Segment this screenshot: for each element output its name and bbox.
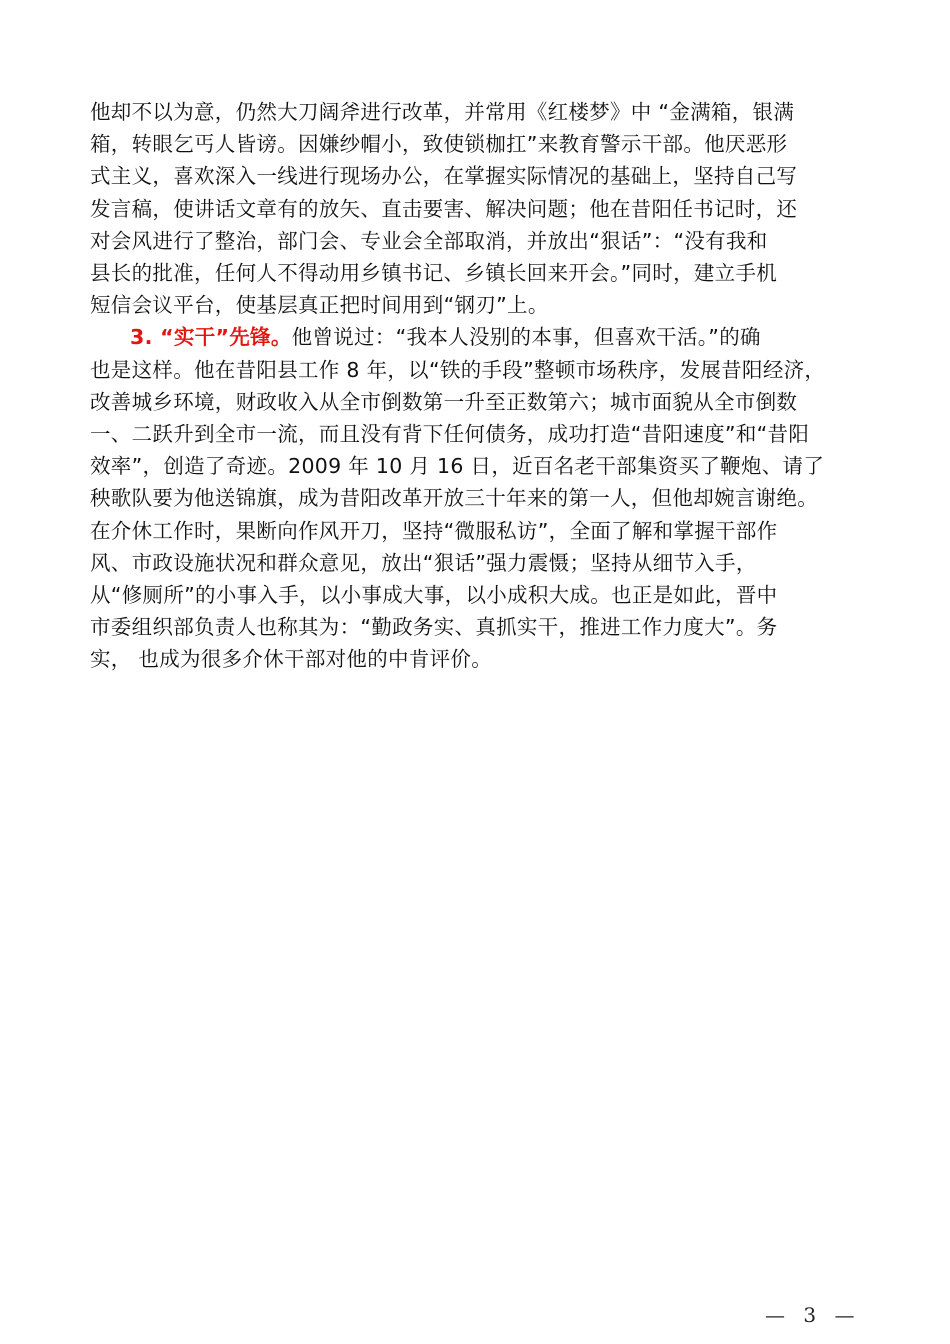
text-line: 式主义，喜欢深入一线进行现场办公，在掌握实际情况的基础上，坚持自己写 <box>90 164 798 189</box>
paragraph-1 <box>90 96 862 321</box>
document-body <box>90 96 862 676</box>
section-heading: 3. “实干”先锋。 <box>130 325 292 350</box>
page-number: — 3 — <box>765 1303 861 1327</box>
text-line <box>90 321 862 353</box>
text-line: 实， 也成为很多介休干部对他的中肯评价。 <box>90 647 493 672</box>
text-fragment: 他曾说过：“我本人没别的本事，但喜欢干活。”的确 <box>291 325 761 350</box>
text-line: 也是这样。他在昔阳县工作 8 年，以“铁的手段”整顿市场秩序，发展昔阳经济， <box>90 357 826 382</box>
text-line: 从“修厕所”的小事入手，以小事成大事，以小成积大成。也正是如此，晋中 <box>90 583 778 608</box>
text-line: 一、二跃升到全市一流，而且没有背下任何债务，成功打造“昔阳速度”和“昔阳 <box>90 422 810 447</box>
text-line: 改善城乡环境，财政收入从全市倒数第一升至正数第六；城市面貌从全市倒数 <box>90 389 798 414</box>
text-line: 效率”，创造了奇迹。2009 年 10 月 16 日，近百名老干部集资买了鞭炮、请了 <box>90 454 825 479</box>
text-line: 短信会议平台，使基层真正把时间用到“钢刃”上。 <box>90 293 549 318</box>
text-line: 风、市政设施状况和群众意见，放出“狠话”强力震慑；坚持从细节入手， <box>90 550 757 575</box>
text-line: 他却不以为意，仍然大刀阔斧进行改革，并常用《红楼梦》中 “金满箱，银满 <box>90 100 795 124</box>
text-line: 箱，转眼乞丐人皆谤。因嫌纱帽小，致使锁枷扛”来教育警示干部。他厌恶形 <box>90 132 788 157</box>
text-line: 县长的批准，任何人不得动用乡镇书记、乡镇长回来开会。”同时，建立手机 <box>90 261 778 286</box>
text-line: 在介休工作时，果断向作风开刀，坚持“微服私访”，全面了解和掌握干部作 <box>90 518 778 543</box>
text-line: 对会风进行了整治，部门会、专业会全部取消，并放出“狠话”：“没有我和 <box>90 228 768 253</box>
text-line: 发言稿，使讲话文章有的放矢、直击要害、解决问题；他在昔阳任书记时，还 <box>90 196 798 221</box>
paragraph-2 <box>90 321 862 675</box>
text-line: 市委组织部负责人也称其为：“勤政务实、真抓实干，推进工作力度大”。务 <box>90 615 778 640</box>
text-line: 秧歌队要为他送锦旗，成为昔阳改革开放三十年来的第一人，但他却婉言谢绝。 <box>90 486 818 511</box>
